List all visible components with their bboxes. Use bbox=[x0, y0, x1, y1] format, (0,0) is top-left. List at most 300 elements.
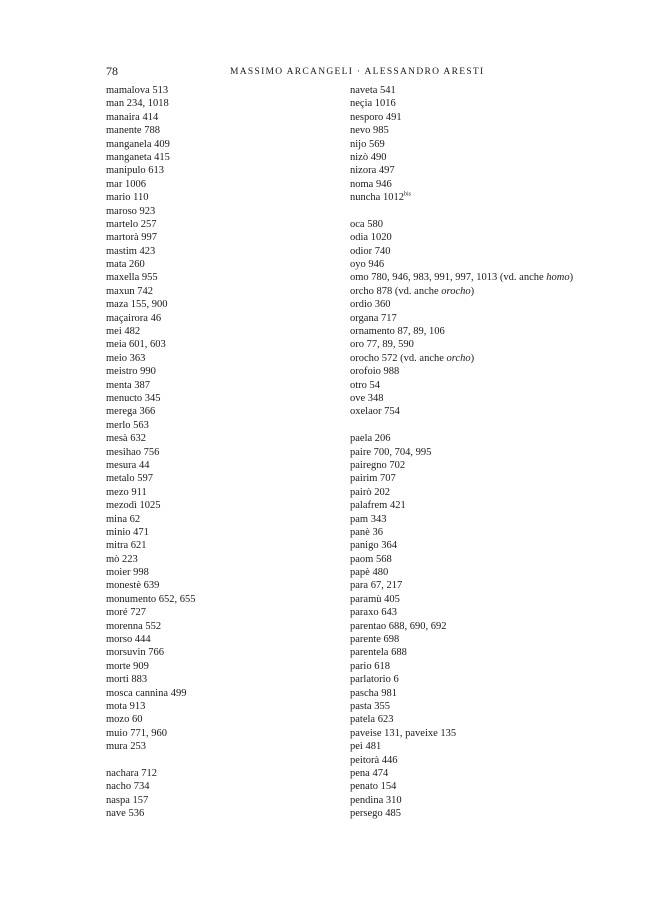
cross-reference-term: orcho bbox=[446, 352, 471, 364]
entry-refs: 998 bbox=[133, 567, 149, 579]
section-gap bbox=[106, 754, 326, 767]
entry-refs: 481 bbox=[365, 741, 382, 753]
entry-refs: 310 bbox=[385, 794, 402, 806]
cross-reference-suffix: ) bbox=[470, 352, 475, 364]
index-entry bbox=[350, 111, 610, 124]
index-entry bbox=[106, 258, 326, 271]
entry-term: paramù bbox=[350, 593, 382, 605]
index-entry bbox=[350, 271, 610, 284]
entry-term: nave bbox=[106, 808, 126, 820]
index-entry bbox=[106, 472, 326, 485]
entry-refs: 997 bbox=[141, 232, 158, 244]
entry-term: para bbox=[350, 580, 369, 592]
index-entry bbox=[350, 794, 610, 807]
entry-term: ornamento bbox=[350, 326, 395, 338]
index-entry bbox=[350, 593, 610, 606]
entry-term: orocho bbox=[350, 352, 380, 364]
entry-term: pairò bbox=[350, 486, 372, 498]
entry-refs: 569 bbox=[368, 138, 385, 150]
entry-refs: 157 bbox=[132, 794, 149, 806]
index-entry bbox=[106, 553, 326, 566]
entry-term: oca bbox=[350, 218, 365, 230]
entry-refs: 639 bbox=[143, 580, 160, 592]
entry-refs: 552 bbox=[145, 620, 162, 632]
entry-refs: 1012 bbox=[382, 192, 404, 204]
entry-term: merlo bbox=[106, 419, 131, 431]
index-entry bbox=[106, 84, 326, 97]
entry-term: peitorà bbox=[350, 754, 380, 766]
entry-refs: 348 bbox=[367, 392, 384, 404]
entry-refs: 601, 603 bbox=[129, 339, 166, 351]
entry-term: monestè bbox=[106, 580, 141, 592]
entry-refs: 707 bbox=[380, 473, 396, 485]
index-entry bbox=[106, 660, 326, 673]
entry-refs: 499 bbox=[170, 687, 187, 699]
entry-refs: 1006 bbox=[124, 178, 146, 190]
entry-refs: 727 bbox=[130, 607, 146, 619]
page-number: 78 bbox=[106, 64, 118, 78]
entry-term: omo bbox=[350, 272, 369, 284]
entry-refs: 67, 217 bbox=[370, 580, 403, 592]
index-entry bbox=[350, 526, 610, 539]
entry-term: maçairora bbox=[106, 312, 148, 324]
index-entry bbox=[106, 271, 326, 284]
entry-superscript: bis bbox=[403, 191, 411, 198]
entry-refs: 563 bbox=[133, 419, 149, 431]
entry-term: oxelaor bbox=[350, 406, 382, 418]
index-entry bbox=[106, 365, 326, 378]
index-entry bbox=[106, 673, 326, 686]
index-entry bbox=[350, 312, 610, 325]
entry-term: nevo bbox=[350, 125, 371, 137]
entry-term: noma bbox=[350, 178, 374, 190]
index-entry bbox=[106, 432, 326, 445]
entry-refs: 621 bbox=[130, 540, 147, 552]
entry-refs: 990 bbox=[140, 366, 156, 378]
index-entry bbox=[106, 446, 326, 459]
entry-term: maroso bbox=[106, 205, 137, 217]
index-entry bbox=[106, 700, 326, 713]
entry-refs: 480 bbox=[372, 567, 389, 579]
entry-refs: 363 bbox=[129, 352, 146, 364]
entry-refs: 909 bbox=[133, 660, 149, 672]
entry-term: monumento bbox=[106, 593, 157, 605]
index-entry bbox=[350, 338, 610, 351]
entry-refs: 405 bbox=[384, 593, 400, 605]
index-entry bbox=[350, 472, 610, 485]
entry-term: martorà bbox=[106, 232, 139, 244]
entry-term: paveise bbox=[350, 727, 382, 739]
entry-refs: 234, 1018 bbox=[126, 98, 169, 110]
index-entry bbox=[350, 191, 610, 204]
entry-term: meio bbox=[106, 352, 127, 364]
entry-term: organa bbox=[350, 312, 379, 324]
entry-refs: 366 bbox=[139, 406, 156, 418]
entry-term: moré bbox=[106, 607, 128, 619]
index-column-left bbox=[106, 84, 326, 820]
entry-refs: 536 bbox=[128, 808, 145, 820]
entry-refs: 364 bbox=[381, 540, 397, 552]
entry-refs: 923 bbox=[139, 205, 156, 217]
entry-refs: 223 bbox=[122, 553, 138, 565]
entry-term: morsuvin bbox=[106, 647, 146, 659]
entry-term: pario bbox=[350, 660, 372, 672]
entry-term: mozo bbox=[106, 714, 130, 726]
entry-term: pei bbox=[350, 741, 363, 753]
entry-refs: 1016 bbox=[374, 98, 396, 110]
entry-term: mò bbox=[106, 553, 120, 565]
entry-term: manente bbox=[106, 125, 142, 137]
index-entry bbox=[106, 687, 326, 700]
index-entry bbox=[350, 392, 610, 405]
entry-refs: 985 bbox=[373, 125, 389, 137]
entry-refs: 597 bbox=[137, 473, 153, 485]
index-entry bbox=[350, 646, 610, 659]
index-entry bbox=[350, 231, 610, 244]
entry-term: parlatorio bbox=[350, 674, 391, 686]
index-entry bbox=[106, 178, 326, 191]
entry-term: palafrem bbox=[350, 500, 388, 512]
index-entry bbox=[350, 767, 610, 780]
entry-refs: 652, 655 bbox=[158, 593, 196, 605]
index-entry bbox=[350, 606, 610, 619]
entry-term: naveta bbox=[350, 85, 378, 96]
entry-term: nizora bbox=[350, 165, 377, 177]
entry-term: mezodì bbox=[106, 500, 137, 512]
index-entry bbox=[106, 97, 326, 110]
index-entry bbox=[106, 325, 326, 338]
entry-term: panigo bbox=[350, 540, 379, 552]
entry-refs: 513 bbox=[152, 85, 169, 96]
section-gap bbox=[350, 419, 610, 432]
index-entry bbox=[106, 298, 326, 311]
entry-term: mota bbox=[106, 700, 127, 712]
cross-reference bbox=[395, 286, 474, 297]
entry-refs: 1020 bbox=[370, 232, 392, 244]
entry-term: paveixe bbox=[405, 727, 438, 739]
entry-term: parentao bbox=[350, 620, 387, 632]
entry-term: nachara bbox=[106, 767, 139, 779]
entry-refs: 981 bbox=[381, 687, 397, 699]
index-entry bbox=[350, 620, 610, 633]
index-entry bbox=[350, 298, 610, 311]
entry-refs: 360 bbox=[374, 299, 391, 311]
entry-refs: 618 bbox=[374, 660, 390, 672]
index-entry bbox=[106, 513, 326, 526]
index-entry bbox=[350, 258, 610, 271]
index-entry bbox=[350, 459, 610, 472]
entry-refs: 135 bbox=[440, 727, 457, 739]
entry-term: morte bbox=[106, 660, 131, 672]
index-entry bbox=[350, 245, 610, 258]
entry-refs: 717 bbox=[381, 312, 397, 324]
entry-refs: 613 bbox=[148, 165, 165, 177]
index-entry bbox=[350, 486, 610, 499]
index-entry bbox=[106, 459, 326, 472]
cross-reference-prefix: (vd. anche bbox=[400, 352, 444, 364]
index-entry bbox=[350, 285, 610, 298]
entry-refs: 202 bbox=[374, 486, 390, 498]
entry-term: maxun bbox=[106, 285, 135, 297]
entry-refs: 491 bbox=[385, 111, 402, 123]
entry-term: orcho bbox=[350, 285, 374, 297]
index-entry bbox=[350, 700, 610, 713]
index-entry bbox=[350, 446, 610, 459]
index-entry bbox=[350, 151, 610, 164]
entry-refs: 572 bbox=[381, 352, 398, 364]
entry-refs: 131, bbox=[384, 727, 403, 739]
index-entry bbox=[106, 245, 326, 258]
entry-refs: 154 bbox=[380, 781, 397, 793]
index-entry bbox=[106, 285, 326, 298]
index-entry bbox=[350, 218, 610, 231]
entry-term: minio bbox=[106, 526, 131, 538]
entry-term: ordio bbox=[350, 299, 373, 311]
index-entry bbox=[350, 124, 610, 137]
cross-reference-suffix: ) bbox=[569, 272, 574, 284]
entry-refs: 6 bbox=[393, 674, 399, 686]
entry-term: morenna bbox=[106, 620, 143, 632]
index-entry bbox=[106, 392, 326, 405]
entry-term: orofoio bbox=[350, 366, 381, 378]
section-gap bbox=[350, 205, 610, 218]
index-entry bbox=[106, 606, 326, 619]
entry-term: pendina bbox=[350, 794, 384, 806]
entry-term: manipulo bbox=[106, 165, 146, 177]
entry-refs: 257 bbox=[140, 218, 157, 230]
entry-term: mata bbox=[106, 259, 127, 271]
index-entry bbox=[350, 633, 610, 646]
entry-refs: 702 bbox=[389, 459, 406, 471]
index-entry bbox=[350, 579, 610, 592]
entry-refs: 771, 960 bbox=[130, 727, 167, 739]
index-entry bbox=[106, 231, 326, 244]
index-entry bbox=[106, 713, 326, 726]
index-entry bbox=[350, 379, 610, 392]
entry-term: man bbox=[106, 98, 125, 110]
entry-term: maxella bbox=[106, 272, 140, 284]
entry-refs: 1025 bbox=[139, 500, 161, 512]
entry-refs: 911 bbox=[131, 486, 147, 498]
entry-term: naspa bbox=[106, 794, 130, 806]
entry-term: neçia bbox=[350, 98, 373, 110]
index-entry bbox=[106, 352, 326, 365]
index-entry bbox=[106, 191, 326, 204]
entry-term: merega bbox=[106, 406, 137, 418]
index-entry bbox=[106, 499, 326, 512]
entry-refs: 474 bbox=[372, 767, 389, 779]
entry-refs: 490 bbox=[370, 151, 387, 163]
entry-refs: 988 bbox=[383, 366, 400, 378]
index-entry bbox=[350, 138, 610, 151]
entry-term: nacho bbox=[106, 781, 132, 793]
entry-refs: 345 bbox=[144, 392, 161, 404]
entry-term: otro bbox=[350, 379, 367, 391]
index-entry bbox=[106, 526, 326, 539]
index-entry bbox=[350, 807, 610, 820]
index-entry bbox=[106, 205, 326, 218]
index-entry bbox=[106, 794, 326, 807]
index-entry bbox=[106, 379, 326, 392]
entry-term: pairegno bbox=[350, 459, 387, 471]
cross-reference-prefix: (vd. anche bbox=[394, 285, 439, 297]
entry-refs: 756 bbox=[143, 446, 160, 458]
entry-term: parente bbox=[350, 634, 381, 646]
entry-term: muio bbox=[106, 727, 128, 739]
index-entry bbox=[106, 593, 326, 606]
entry-refs: 497 bbox=[378, 165, 395, 177]
entry-term: nesporo bbox=[350, 111, 384, 123]
index-entry bbox=[106, 807, 326, 820]
entry-term: mosca cannina bbox=[106, 687, 169, 699]
index-entry bbox=[106, 486, 326, 499]
index-entry bbox=[350, 178, 610, 191]
cross-reference bbox=[500, 272, 573, 283]
entry-refs: 688 bbox=[391, 647, 407, 659]
index-entry bbox=[350, 84, 610, 97]
index-entry bbox=[106, 727, 326, 740]
entry-refs: 698 bbox=[383, 634, 400, 646]
entry-term: manaira bbox=[106, 111, 140, 123]
index-entry bbox=[350, 660, 610, 673]
index-column-right bbox=[350, 84, 610, 820]
entry-refs: 415 bbox=[154, 151, 170, 163]
entry-refs: 387 bbox=[134, 379, 151, 391]
index-entry bbox=[106, 646, 326, 659]
index-entry bbox=[106, 767, 326, 780]
entry-term: pairim bbox=[350, 473, 378, 485]
entry-term: oyo bbox=[350, 259, 366, 271]
entry-refs: 260 bbox=[129, 259, 145, 271]
entry-term: mura bbox=[106, 741, 128, 753]
index-entry bbox=[350, 687, 610, 700]
entry-term: patela bbox=[350, 714, 376, 726]
index-entry bbox=[350, 713, 610, 726]
entry-term: pascha bbox=[350, 687, 379, 699]
entry-refs: 580 bbox=[367, 218, 383, 230]
entry-refs: 110 bbox=[133, 192, 149, 204]
index-entry bbox=[106, 111, 326, 124]
entry-refs: 632 bbox=[130, 433, 146, 445]
index-entry bbox=[106, 740, 326, 753]
entry-refs: 355 bbox=[374, 700, 390, 712]
index-entry bbox=[350, 539, 610, 552]
entry-refs: 253 bbox=[130, 741, 146, 753]
index-entry bbox=[106, 164, 326, 177]
entry-term: odia bbox=[350, 232, 369, 244]
entry-term: moier bbox=[106, 567, 131, 579]
index-entry bbox=[350, 432, 610, 445]
entry-refs: 913 bbox=[129, 700, 146, 712]
index-entry bbox=[350, 499, 610, 512]
entry-term: mesihao bbox=[106, 446, 141, 458]
entry-term: meistro bbox=[106, 366, 138, 378]
entry-term: nuncha bbox=[350, 192, 381, 204]
entry-refs: 878 bbox=[376, 285, 393, 297]
entry-term: paela bbox=[350, 433, 373, 445]
entry-term: paom bbox=[350, 553, 374, 565]
index-entry bbox=[106, 620, 326, 633]
entry-term: mei bbox=[106, 326, 122, 338]
entry-term: oro bbox=[350, 339, 364, 351]
entry-refs: 471 bbox=[133, 526, 149, 538]
entry-term: maza bbox=[106, 299, 129, 311]
entry-term: pena bbox=[350, 767, 370, 779]
entry-term: manganela bbox=[106, 138, 152, 150]
entry-refs: 568 bbox=[375, 553, 392, 565]
index-entry bbox=[350, 513, 610, 526]
entry-refs: 54 bbox=[369, 379, 381, 391]
entry-term: mesà bbox=[106, 433, 128, 445]
entry-refs: 409 bbox=[154, 138, 170, 150]
index-entry bbox=[106, 312, 326, 325]
entry-refs: 46 bbox=[150, 312, 162, 324]
entry-term: menucto bbox=[106, 392, 143, 404]
entry-refs: 766 bbox=[148, 647, 165, 659]
index-entry bbox=[106, 138, 326, 151]
entry-refs: 36 bbox=[372, 526, 383, 538]
entry-term: martelo bbox=[106, 218, 139, 230]
index-entry bbox=[106, 218, 326, 231]
entry-refs: 206 bbox=[374, 433, 391, 445]
index-entry bbox=[350, 325, 610, 338]
entry-term: mezo bbox=[106, 486, 129, 498]
index-entry bbox=[350, 780, 610, 793]
entry-refs: 60 bbox=[131, 714, 143, 726]
entry-refs: 423 bbox=[139, 245, 156, 257]
entry-term: odior bbox=[350, 245, 373, 257]
entry-term: mastim bbox=[106, 245, 137, 257]
index-entry bbox=[106, 338, 326, 351]
index-entry bbox=[350, 673, 610, 686]
entry-term: penato bbox=[350, 781, 378, 793]
entry-refs: 688, 690, 692 bbox=[388, 620, 447, 632]
index-entry bbox=[106, 566, 326, 579]
entry-refs: 44 bbox=[138, 459, 150, 471]
entry-refs: 742 bbox=[137, 285, 153, 297]
index-entry bbox=[350, 740, 610, 753]
cross-reference-term: homo bbox=[546, 272, 570, 284]
cross-reference-suffix: ) bbox=[470, 285, 475, 297]
entry-term: mesura bbox=[106, 459, 137, 471]
entry-term: meia bbox=[106, 339, 127, 351]
entry-term: paraxo bbox=[350, 607, 379, 619]
index-entry bbox=[350, 164, 610, 177]
entry-refs: 485 bbox=[385, 808, 402, 820]
cross-reference-term: orocho bbox=[441, 285, 471, 297]
entry-refs: 955 bbox=[141, 272, 158, 284]
entry-refs: 421 bbox=[389, 500, 406, 512]
index-entry bbox=[350, 365, 610, 378]
entry-term: pam bbox=[350, 513, 369, 525]
index-entry bbox=[106, 579, 326, 592]
entry-term: manganeta bbox=[106, 151, 152, 163]
entry-term: mitra bbox=[106, 540, 129, 552]
entry-term: paire bbox=[350, 446, 371, 458]
cross-reference-prefix: (vd. anche bbox=[499, 272, 544, 284]
entry-refs: 643 bbox=[381, 607, 397, 619]
entry-refs: 883 bbox=[131, 674, 148, 686]
entry-term: menta bbox=[106, 379, 132, 391]
entry-refs: 623 bbox=[377, 714, 394, 726]
entry-refs: 444 bbox=[134, 634, 151, 646]
entry-refs: 754 bbox=[384, 406, 400, 418]
entry-term: persego bbox=[350, 808, 383, 820]
index-entry bbox=[350, 566, 610, 579]
index-entry bbox=[350, 553, 610, 566]
entry-refs: 541 bbox=[380, 85, 396, 96]
entry-term: panè bbox=[350, 526, 370, 538]
